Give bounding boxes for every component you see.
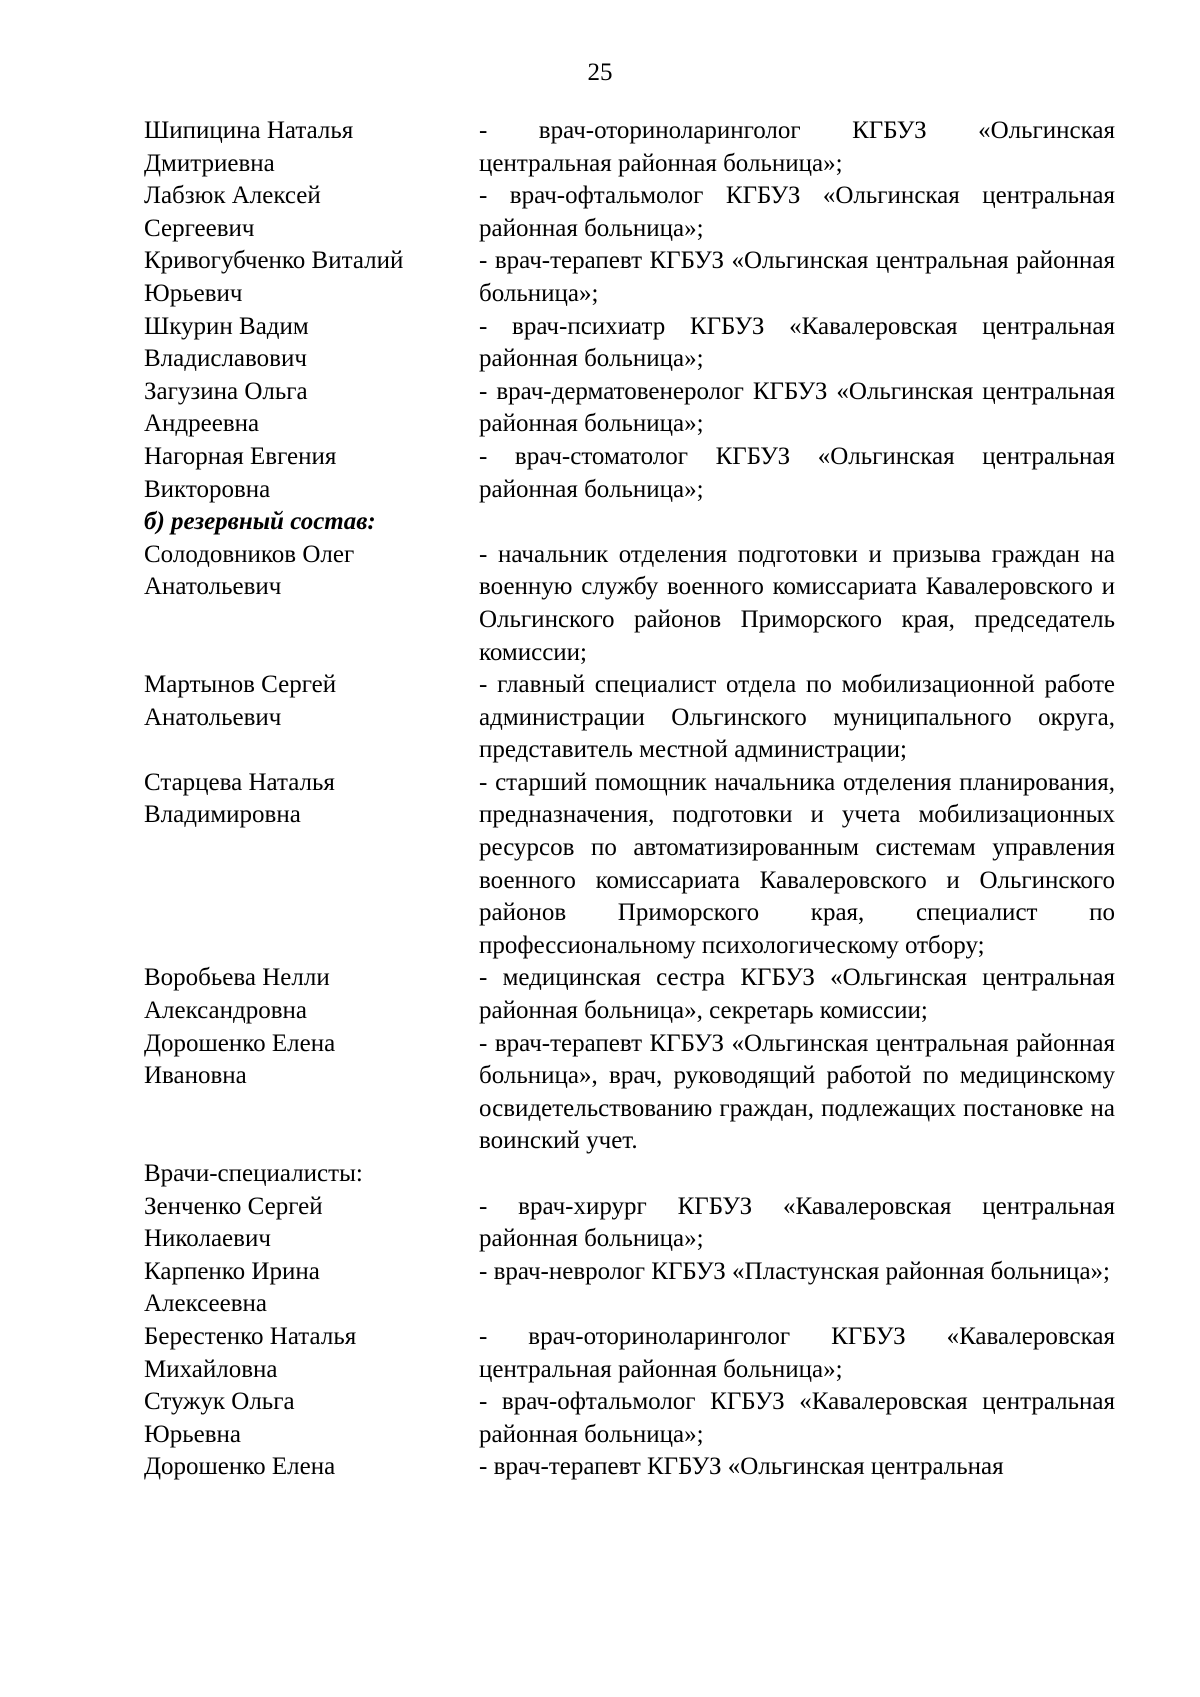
patronymic: Алексеевна xyxy=(144,1290,268,1318)
person-name xyxy=(144,539,479,669)
person-name xyxy=(144,1191,479,1256)
list-item xyxy=(144,1028,1115,1158)
person-name xyxy=(144,376,479,441)
person-name xyxy=(144,669,479,767)
person-position: - медицинская сестра КГБУЗ «Ольгинская центральная районная больница», секретарь комиссии; xyxy=(479,964,1115,1025)
person-position: - врач-терапевт КГБУЗ «Ольгинская центральная xyxy=(479,1453,1004,1481)
person-position: - главный специалист отдела по мобилизационной работе администрации Ольгинского муниципального округа, представитель местной администрации; xyxy=(479,671,1115,764)
surname-name: Кривогубченко Виталий xyxy=(144,247,404,275)
surname-name: Лабзюк Алексей xyxy=(144,182,321,210)
person-position: - врач-офтальмолог КГБУЗ «Кавалеровская центральная районная больница»; xyxy=(479,1388,1115,1448)
person-position: - врач-оториноларинголог КГБУЗ «Кавалеровская центральная районная больница»; xyxy=(479,1322,1115,1383)
patronymic: Владимировна xyxy=(144,801,301,829)
person-name xyxy=(144,962,479,1027)
surname-name: Нагорная Евгения xyxy=(144,442,337,470)
person-position: - врач-офтальмолог КГБУЗ «Ольгинская центральная районная больница»; xyxy=(479,182,1115,242)
patronymic: Владиславович xyxy=(144,345,307,373)
person-name xyxy=(144,1028,479,1158)
patronymic: Андреевна xyxy=(144,410,260,438)
surname-name: Карпенко Ирина xyxy=(144,1257,320,1285)
patronymic: Дмитриевна xyxy=(144,149,275,177)
surname-name: Солодовников Олег xyxy=(144,540,355,568)
patronymic: Николаевич xyxy=(144,1225,271,1253)
surname-name: Воробьева Нелли xyxy=(144,964,330,992)
list-item xyxy=(144,245,1115,310)
person-name xyxy=(144,245,479,310)
surname-name: Зенченко Сергей xyxy=(144,1192,323,1220)
list-item xyxy=(144,441,1115,506)
person-position: - начальник отделения подготовки и призыва граждан на военную службу военного комиссариата Кавалеровского и Ольгинского районов Приморского края, председатель комиссии; xyxy=(479,540,1115,666)
patronymic: Анатольевич xyxy=(144,703,282,731)
list-item xyxy=(144,669,1115,767)
person-position: - врач-психиатр КГБУЗ «Кавалеровская центральная районная больница»; xyxy=(479,312,1115,373)
person-position: - врач-терапевт КГБУЗ «Ольгинская центральная районная больница», врач, руководящий работой по медицинскому освидетельствованию граждан, подлежащих постановке на воинский учет. xyxy=(479,1029,1115,1155)
person-name xyxy=(144,115,479,180)
surname-name: Дорошенко Елена xyxy=(144,1453,336,1481)
list-item xyxy=(144,1321,1115,1386)
patronymic: Александровна xyxy=(144,997,308,1025)
specialists-heading: Врачи-специалисты: xyxy=(144,1160,363,1187)
patronymic: Сергеевич xyxy=(144,214,255,242)
surname-name: Загузина Ольга xyxy=(144,377,308,405)
person-name xyxy=(144,767,479,963)
commission-list xyxy=(144,115,1115,1484)
surname-name: Дорошенко Елена xyxy=(144,1029,336,1057)
person-name xyxy=(144,180,479,245)
surname-name: Мартынов Сергей xyxy=(144,671,337,699)
person-name xyxy=(144,1451,479,1484)
surname-name: Стужук Ольга xyxy=(144,1388,295,1416)
person-name xyxy=(144,1386,479,1451)
person-name xyxy=(144,1321,479,1386)
list-item xyxy=(144,962,1115,1027)
list-item xyxy=(144,767,1115,963)
patronymic: Юрьевна xyxy=(144,1420,241,1448)
reserve-heading: б) резервный состав: xyxy=(144,508,376,536)
list-item xyxy=(144,1191,1115,1256)
person-name xyxy=(144,1256,479,1321)
patronymic: Михайловна xyxy=(144,1355,278,1383)
surname-name: Берестенко Наталья xyxy=(144,1322,357,1350)
list-item xyxy=(144,1451,1115,1484)
surname-name: Шкурин Вадим xyxy=(144,312,309,340)
person-position: - врач-дерматовенеролог КГБУЗ «Ольгинская центральная районная больница»; xyxy=(479,377,1115,438)
patronymic: Юрьевич xyxy=(144,279,243,307)
surname-name: Шипицина Наталья xyxy=(144,117,354,144)
page-number: 25 xyxy=(587,59,613,86)
person-position: - врач-терапевт КГБУЗ «Ольгинская центральная районная больница»; xyxy=(479,247,1115,307)
list-item xyxy=(144,115,1115,180)
person-name xyxy=(144,311,479,376)
list-item xyxy=(144,376,1115,441)
list-item xyxy=(144,180,1115,245)
list-item xyxy=(144,1256,1115,1321)
person-position: - старший помощник начальника отделения планирования, предназначения, подготовки и учета мобилизационных ресурсов по автоматизированным системам управления военного комиссариата Кавалеровского и Ольгинского районов Приморского края, специалист по профессиональному психологическому отбору; xyxy=(479,768,1115,959)
list-item xyxy=(144,311,1115,376)
patronymic: Ивановна xyxy=(144,1062,247,1090)
list-item xyxy=(144,1386,1115,1451)
person-position: - врач-невролог КГБУЗ «Пластунская районная больница»; xyxy=(479,1257,1110,1285)
person-position: - врач-оториноларинголог КГБУЗ «Ольгинская центральная районная больница»; xyxy=(479,117,1115,177)
patronymic: Викторовна xyxy=(144,475,271,503)
person-name xyxy=(144,441,479,506)
list-item xyxy=(144,539,1115,669)
person-position: - врач-стоматолог КГБУЗ «Ольгинская центральная районная больница»; xyxy=(479,442,1115,503)
surname-name: Старцева Наталья xyxy=(144,768,335,796)
patronymic: Анатольевич xyxy=(144,573,282,601)
person-position: - врач-хирург КГБУЗ «Кавалеровская центральная районная больница»; xyxy=(479,1192,1115,1253)
